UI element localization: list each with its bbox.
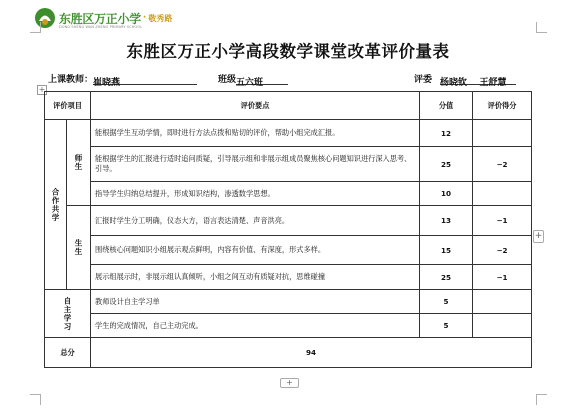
class-name: 五六班 <box>236 75 288 85</box>
score-value: 15 <box>420 236 473 265</box>
point-text: 能根据学生互动学情，即时进行方法点拨和贴切的评价，帮助小组完成汇报。 <box>91 120 420 147</box>
result-value[interactable]: −2 <box>473 147 532 182</box>
score-value: 25 <box>420 265 473 290</box>
evaluation-table <box>44 91 532 368</box>
table-row <box>45 147 532 182</box>
score-value: 5 <box>420 290 473 314</box>
subgroup-student-student: 生生 <box>67 206 91 290</box>
document-title: 东胜区万正小学高段数学课堂改革评价量表 <box>126 42 450 61</box>
header-points: 评价要点 <box>91 92 420 120</box>
point-text: 展示组展示时，非展示组认真倾听，小组之间互动有质疑对抗，思维碰撞 <box>91 265 420 290</box>
add-column-plus-icon[interactable]: + <box>534 231 543 241</box>
group-self-study: 自主学习 <box>45 290 91 338</box>
logo-subtitle: DONG SHENG WAN ZHENG PRIMARY SCHOOL <box>59 25 143 29</box>
teacher-label: 上课教师： <box>48 75 94 85</box>
corner-mark-bottom-right <box>536 394 547 405</box>
table-row <box>45 120 532 147</box>
score-value: 13 <box>420 206 473 236</box>
total-row <box>45 338 532 368</box>
corner-mark-top-right <box>536 22 547 33</box>
total-value: 94 <box>91 338 532 368</box>
logo-title: 东胜区万正小学 <box>59 11 141 26</box>
point-text: 学生的完成情况，自己主动完成。 <box>91 314 420 338</box>
point-text: 指导学生归纳总结提升，形成知识结构，渗透数学思想。 <box>91 182 420 206</box>
table-row <box>45 182 532 206</box>
class-info <box>218 72 288 88</box>
table-row <box>45 236 532 265</box>
score-value: 25 <box>420 147 473 182</box>
table-row <box>45 314 532 338</box>
group-cooperative: 合作共学 <box>45 120 67 290</box>
result-value[interactable] <box>473 314 532 338</box>
teacher-name: 崔晓燕 <box>93 75 197 85</box>
table-row <box>45 206 532 236</box>
total-label: 总分 <box>45 338 91 368</box>
table-move-handle-icon[interactable]: + <box>38 85 46 94</box>
corner-mark-bottom-left <box>30 394 41 405</box>
point-text: 能根据学生的汇报进行适时追问质疑，引导展示组和非展示组成员聚焦核心问题知识进行深入思考、引导。 <box>91 147 420 182</box>
table-header-row <box>45 92 532 120</box>
result-value[interactable] <box>473 182 532 206</box>
score-value: 10 <box>420 182 473 206</box>
add-row-plus-icon[interactable]: + <box>280 378 299 388</box>
committee-members: 杨晓钦 王舒慧 <box>440 75 516 85</box>
result-value[interactable]: −1 <box>473 265 532 290</box>
point-text: 汇报时学生分工明确，仪态大方，语言表达清楚、声音洪亮。 <box>91 206 420 236</box>
header-project: 评价项目 <box>45 92 91 120</box>
table-row <box>45 290 532 314</box>
result-value[interactable]: −2 <box>473 236 532 265</box>
teacher-info <box>48 72 197 88</box>
school-logo: 东胜区万正小学 · 敬秀路 DONG SHENG WAN ZHENG PRIMARY SCHOOL <box>34 5 172 31</box>
result-value[interactable] <box>473 120 532 147</box>
class-label: 班级 <box>218 75 237 85</box>
result-value[interactable]: −1 <box>473 206 532 236</box>
header-result: 评价得分 <box>473 92 532 120</box>
corner-mark-top-left <box>30 22 41 33</box>
logo-tag: 敬秀路 <box>148 13 173 23</box>
table-row <box>45 265 532 290</box>
committee-label: 评委 <box>414 75 433 85</box>
score-value: 12 <box>420 120 473 147</box>
header-score: 分值 <box>420 92 473 120</box>
result-value[interactable] <box>473 290 532 314</box>
score-value: 5 <box>420 314 473 338</box>
subgroup-teacher-student: 师生 <box>67 120 91 206</box>
point-text: 教师设计自主学习单 <box>91 290 420 314</box>
point-text: 围绕核心问题知识小组展示观点鲜明，内容有价值、有深度，形式多样。 <box>91 236 420 265</box>
committee-info <box>414 72 516 88</box>
